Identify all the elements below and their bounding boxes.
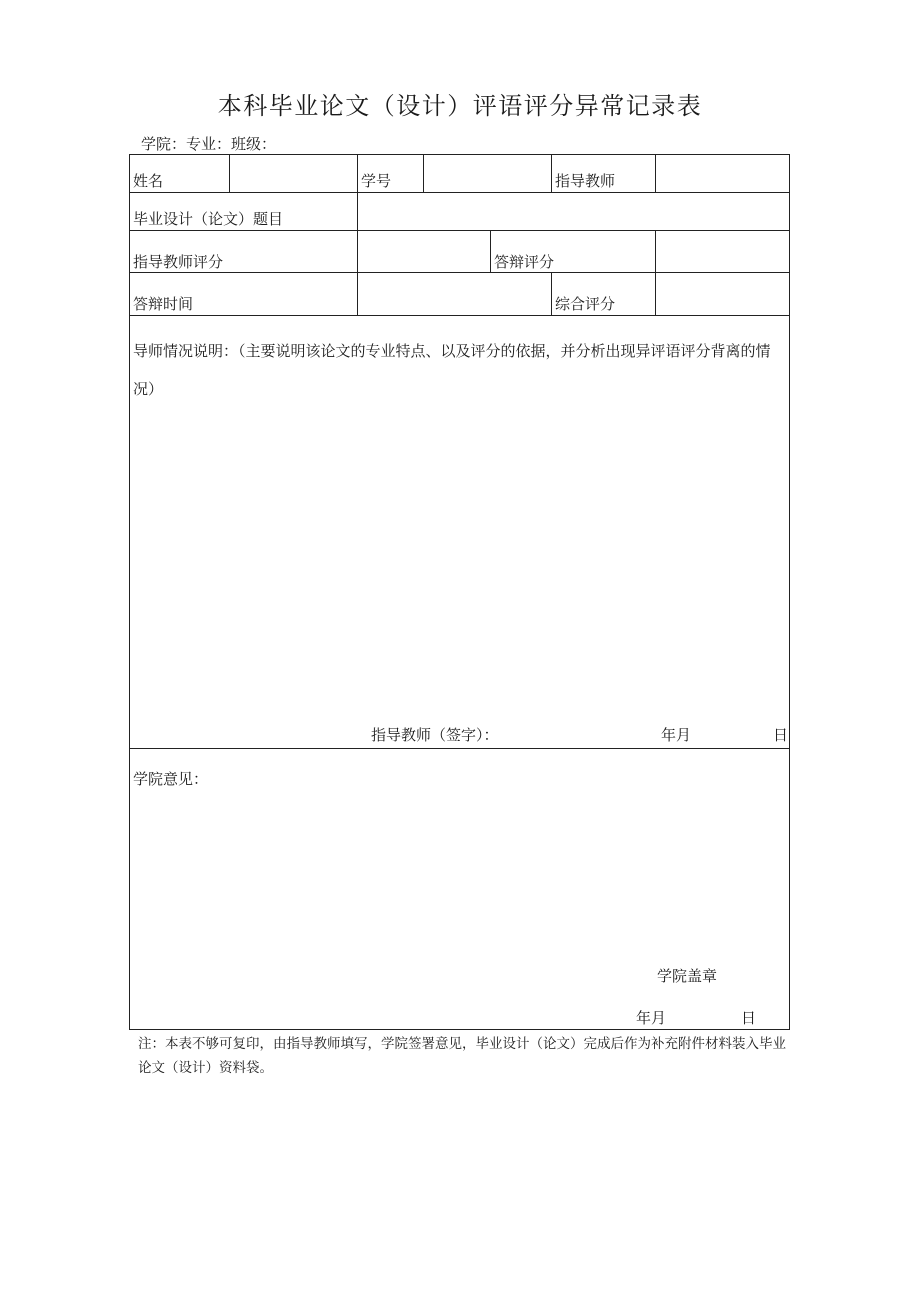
col-divider: [357, 154, 358, 192]
row-divider: [129, 748, 790, 749]
footnote: 注：本表不够可复印，由指导教师填写，学院签署意见，毕业设计（论文）完成后作为补充附件材料装入毕业论文（设计）资料袋。: [138, 1036, 786, 1076]
row-divider: [129, 192, 790, 193]
col-divider: [357, 192, 358, 230]
col-divider: [490, 230, 491, 272]
signature-day: 日: [773, 726, 789, 744]
col-divider: [655, 272, 656, 315]
col-divider: [655, 154, 656, 192]
college-seal-label: 学院盖章: [657, 967, 718, 985]
col-divider: [229, 154, 230, 192]
defense-time-label: 答辩时间: [133, 295, 194, 313]
col-divider: [357, 272, 358, 315]
seal-year-month: 年月: [636, 1009, 667, 1027]
advisor-signature-label: 指导教师（签字）：: [371, 726, 499, 744]
advisor-explanation: 导师情况说明：（主要说明该论文的专业特点、以及评分的依据，并分析出现异评语评分背离的情况）: [133, 342, 771, 398]
col-divider: [423, 154, 424, 192]
advisor-score-label: 指导教师评分: [133, 253, 224, 271]
col-divider: [551, 272, 552, 315]
row-divider: [129, 230, 790, 231]
thesis-title-label: 毕业设计（论文）题目: [133, 210, 284, 228]
seal-day: 日: [741, 1009, 757, 1027]
college-opinion-label: 学院意见：: [133, 770, 209, 788]
row-divider: [129, 315, 790, 316]
col-divider: [357, 230, 358, 272]
signature-year-month: 年月: [661, 726, 692, 744]
col-divider: [655, 230, 656, 272]
record-table: [129, 154, 790, 1030]
student-id-label: 学号: [361, 172, 392, 190]
advisor-label: 指导教师: [555, 172, 616, 190]
college-major-class-header: 学院：专业：班级：: [141, 135, 277, 153]
defense-score-label: 答辩评分: [494, 253, 555, 271]
name-label: 姓名: [133, 172, 164, 190]
row-divider: [129, 272, 790, 273]
col-divider: [551, 154, 552, 192]
form-title: 本科毕业论文（设计）评语评分异常记录表: [217, 92, 703, 120]
overall-score-label: 综合评分: [555, 295, 616, 313]
